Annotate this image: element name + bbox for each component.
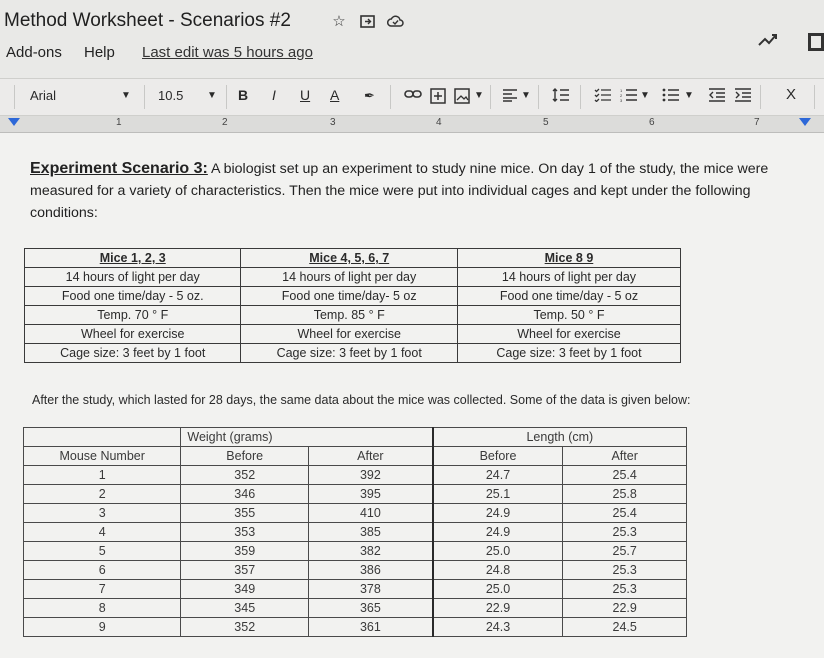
left-indent-marker[interactable] xyxy=(8,118,20,126)
table-cell: 359 xyxy=(181,542,309,561)
table-cell: Food one time/day - 5 oz xyxy=(457,287,680,306)
table-cell: Wheel for exercise xyxy=(25,325,241,344)
table-cell: 365 xyxy=(309,599,433,618)
table-cell: 352 xyxy=(181,618,309,637)
last-edit-link[interactable]: Last edit was 5 hours ago xyxy=(142,44,313,61)
table-cell: 24.3 xyxy=(433,618,563,637)
ruler-number: 7 xyxy=(754,117,760,128)
table-cell: 382 xyxy=(309,542,433,561)
table-cell: Temp. 50 ° F xyxy=(457,306,680,325)
title-icons xyxy=(330,12,404,30)
table-cell: 24.9 xyxy=(433,523,563,542)
table-cell: 9 xyxy=(24,618,181,637)
toolbar-divider xyxy=(144,85,145,109)
underline-button[interactable]: U xyxy=(300,87,311,103)
table-cell: 395 xyxy=(309,485,433,504)
star-icon[interactable]: ☆ xyxy=(332,13,346,30)
toolbar-divider xyxy=(390,85,391,109)
column-header: After xyxy=(563,447,687,466)
insert-comment-icon[interactable] xyxy=(430,88,446,107)
table-cell: 8 xyxy=(24,599,181,618)
table-cell: Temp. 85 ° F xyxy=(241,306,457,325)
table-cell: 14 hours of light per day xyxy=(457,268,680,287)
scenario-title: Experiment Scenario 3: xyxy=(30,160,208,177)
increase-indent-icon[interactable] xyxy=(734,88,752,105)
table-cell: 7 xyxy=(24,580,181,599)
svg-text:2: 2 xyxy=(620,93,623,98)
line-spacing-icon[interactable] xyxy=(552,88,570,105)
chevron-down-icon[interactable]: ▼ xyxy=(684,90,694,101)
menu-help[interactable]: Help xyxy=(84,44,115,61)
table-row xyxy=(24,504,687,523)
table-cell: 14 hours of light per day xyxy=(241,268,457,287)
group-header-length: Length (cm) xyxy=(433,428,687,447)
table-cell: Wheel for exercise xyxy=(241,325,457,344)
table-cell: 3 xyxy=(24,504,181,523)
table-cell: 24.5 xyxy=(563,618,687,637)
table-row xyxy=(24,466,687,485)
group-header-weight: Weight (grams) xyxy=(181,428,433,447)
cloud-status-icon[interactable] xyxy=(386,12,404,30)
table-cell: 4 xyxy=(24,523,181,542)
ruler[interactable] xyxy=(0,116,824,133)
table-row xyxy=(24,485,687,504)
table-cell: Food one time/day - 5 oz. xyxy=(25,287,241,306)
ruler-number: 6 xyxy=(649,117,655,128)
highlight-pen-icon[interactable]: ✒ xyxy=(364,88,375,103)
table-cell: Wheel for exercise xyxy=(457,325,680,344)
bulleted-list-icon[interactable] xyxy=(662,88,680,105)
table-row xyxy=(24,447,687,466)
numbered-list-icon[interactable] xyxy=(620,88,638,105)
table-header: Mice 4, 5, 6, 7 xyxy=(241,249,457,268)
table-cell: 346 xyxy=(181,485,309,504)
table-cell: 25.4 xyxy=(563,466,687,485)
table-cell: 357 xyxy=(181,561,309,580)
table-cell: 25.0 xyxy=(433,542,563,561)
table-cell: 14 hours of light per day xyxy=(25,268,241,287)
text-color-button[interactable]: A xyxy=(330,87,340,103)
table-cell: 22.9 xyxy=(563,599,687,618)
ruler-number: 1 xyxy=(116,117,122,128)
chevron-down-icon[interactable]: ▼ xyxy=(640,90,650,101)
scenario-intro: A biologist set up an experiment to study nine mice. On day 1 of the study, the mice were measured for a variety of characteristics. Then the mice were put into individual cages and kept under the following conditions: xyxy=(30,161,769,221)
table-row xyxy=(25,306,681,325)
menu-add-ons[interactable]: Add-ons xyxy=(6,44,62,61)
table-cell: 25.7 xyxy=(563,542,687,561)
table-cell: 410 xyxy=(309,504,433,523)
svg-text:1: 1 xyxy=(620,88,623,93)
table-cell: Cage size: 3 feet by 1 foot xyxy=(457,344,680,363)
scenario-paragraph xyxy=(30,158,800,224)
ruler-number: 4 xyxy=(436,117,442,128)
table-cell: 352 xyxy=(181,466,309,485)
table-cell: 25.8 xyxy=(563,485,687,504)
toolbar-divider xyxy=(226,85,227,109)
table-header: Mice 1, 2, 3 xyxy=(25,249,241,268)
table-cell: 22.9 xyxy=(433,599,563,618)
ruler-number: 5 xyxy=(543,117,549,128)
table-cell: 6 xyxy=(24,561,181,580)
table-cell: 345 xyxy=(181,599,309,618)
table-cell: 25.0 xyxy=(433,580,563,599)
clear-formatting-button[interactable]: X xyxy=(786,86,797,103)
table-cell: 2 xyxy=(24,485,181,504)
column-header: Mouse Number xyxy=(24,447,181,466)
toolbar-divider xyxy=(490,85,491,109)
table-row xyxy=(24,580,687,599)
table-row xyxy=(24,599,687,618)
table-row xyxy=(24,561,687,580)
table-row xyxy=(25,249,681,268)
results-table xyxy=(23,427,687,637)
document-title[interactable]: Method Worksheet - Scenarios #2 xyxy=(4,10,291,31)
table-cell: 355 xyxy=(181,504,309,523)
table-row xyxy=(25,325,681,344)
toolbar-divider xyxy=(580,85,581,109)
table-cell: 24.9 xyxy=(433,504,563,523)
italic-button[interactable]: I xyxy=(272,87,276,103)
table-cell: 386 xyxy=(309,561,433,580)
table-cell: 25.4 xyxy=(563,504,687,523)
table-cell: 361 xyxy=(309,618,433,637)
table-cell xyxy=(24,428,181,447)
toolbar-divider xyxy=(14,85,15,109)
title-bar xyxy=(0,0,824,40)
svg-text:3: 3 xyxy=(620,98,623,102)
chevron-down-icon[interactable]: ▼ xyxy=(207,90,217,101)
chevron-down-icon[interactable]: ▼ xyxy=(474,90,484,101)
table-cell: 24.8 xyxy=(433,561,563,580)
table-cell: 24.7 xyxy=(433,466,563,485)
move-to-folder-icon[interactable] xyxy=(358,12,376,30)
table-cell: Temp. 70 ° F xyxy=(25,306,241,325)
chevron-down-icon[interactable]: ▼ xyxy=(521,90,531,101)
table-header: Mice 8 9 xyxy=(457,249,680,268)
table-row xyxy=(25,344,681,363)
after-study-text: After the study, which lasted for 28 days, the same data about the mice was collected. Some of the data is given below: xyxy=(32,393,691,407)
table-cell: 5 xyxy=(24,542,181,561)
column-header: After xyxy=(309,447,433,466)
bold-button[interactable]: B xyxy=(238,87,249,103)
ruler-number: 2 xyxy=(222,117,228,128)
chevron-down-icon[interactable]: ▼ xyxy=(121,90,131,101)
table-cell: 25.1 xyxy=(433,485,563,504)
column-header: Before xyxy=(181,447,309,466)
link-icon[interactable] xyxy=(404,88,422,103)
font-family-select[interactable]: Arial xyxy=(30,88,57,103)
toolbar-divider xyxy=(760,85,761,109)
table-cell: 385 xyxy=(309,523,433,542)
table-cell: Food one time/day- 5 oz xyxy=(241,287,457,306)
table-row xyxy=(24,542,687,561)
table-cell: Cage size: 3 feet by 1 foot xyxy=(25,344,241,363)
table-cell: 1 xyxy=(24,466,181,485)
table-cell: 25.3 xyxy=(563,580,687,599)
checklist-icon[interactable] xyxy=(594,88,612,105)
table-row xyxy=(24,523,687,542)
table-cell: 349 xyxy=(181,580,309,599)
column-header: Before xyxy=(433,447,563,466)
right-indent-marker[interactable] xyxy=(799,118,811,126)
table-cell: 392 xyxy=(309,466,433,485)
insert-image-icon[interactable] xyxy=(454,88,470,107)
table-cell: 378 xyxy=(309,580,433,599)
conditions-table xyxy=(24,248,681,363)
table-row xyxy=(25,268,681,287)
align-left-icon[interactable] xyxy=(502,88,518,105)
table-cell: 25.3 xyxy=(563,561,687,580)
table-row xyxy=(25,287,681,306)
table-row xyxy=(24,618,687,637)
table-cell: 353 xyxy=(181,523,309,542)
table-cell: 25.3 xyxy=(563,523,687,542)
table-cell: Cage size: 3 feet by 1 foot xyxy=(241,344,457,363)
font-size-select[interactable]: 10.5 xyxy=(158,88,184,103)
decrease-indent-icon[interactable] xyxy=(708,88,726,105)
table-row xyxy=(24,428,687,447)
formatting-toolbar xyxy=(0,78,824,116)
document-page[interactable] xyxy=(0,133,824,658)
ruler-number: 3 xyxy=(330,117,336,128)
menu-bar xyxy=(0,42,824,66)
toolbar-divider xyxy=(814,85,815,109)
toolbar-divider xyxy=(538,85,539,109)
